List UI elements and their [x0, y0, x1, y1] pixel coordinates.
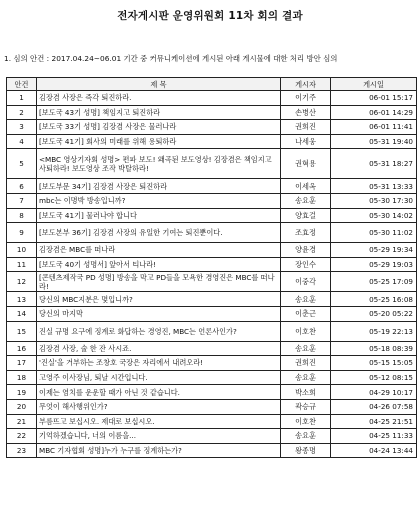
- table-row: [7, 105, 417, 120]
- agenda-number: 14: [7, 306, 37, 321]
- header-agenda: 안건: [7, 78, 37, 91]
- agenda-number: 19: [7, 385, 37, 400]
- post-author: 권혁용: [281, 149, 331, 179]
- post-title: [보도국 40기 성명서] 앞아서 티나라!: [37, 257, 281, 272]
- post-date: 06-01 14:29: [331, 105, 417, 120]
- post-title: 부름뜨고 보십시오. 제대로 보십시오.: [37, 414, 281, 429]
- table-row: [7, 179, 417, 194]
- post-title: [보도본부 36기] 김장겸 사장의 유일한 기여는 퇴진뿐이다.: [37, 223, 281, 243]
- table-row: [7, 243, 417, 258]
- post-author: 양윤경: [281, 243, 331, 258]
- table-row: [7, 208, 417, 223]
- post-date: 05-30 11:02: [331, 223, 417, 243]
- post-date: 05-15 15:05: [331, 356, 417, 371]
- post-title: [보도국 41기] 회사의 미래를 위해 용퇴하라: [37, 134, 281, 149]
- table-row: [7, 356, 417, 371]
- post-title: 고영주 이사장님, 퇴날 시간입니다.: [37, 370, 281, 385]
- agenda-number: 20: [7, 399, 37, 414]
- agenda-number: 23: [7, 443, 37, 458]
- header-title: 제 목: [37, 78, 281, 91]
- agenda-number: 7: [7, 193, 37, 208]
- table-row: [7, 223, 417, 243]
- table-row: [7, 341, 417, 356]
- post-date: 05-30 14:02: [331, 208, 417, 223]
- post-title: 무엇이 해사행위인가?: [37, 399, 281, 414]
- post-date: 05-31 19:40: [331, 134, 417, 149]
- post-author: 이세옥: [281, 179, 331, 194]
- table-row: [7, 134, 417, 149]
- post-date: 06-01 15:17: [331, 91, 417, 106]
- agenda-number: 17: [7, 356, 37, 371]
- post-title: 당신의 마지막: [37, 306, 281, 321]
- table-row: [7, 385, 417, 400]
- post-title: [콘텐츠제작국 PD 성명] 방송을 막고 PD들을 모욕한 경영진은 MBC를 떠나라!: [37, 272, 281, 292]
- agenda-number: 13: [7, 292, 37, 307]
- table-row: [7, 149, 417, 179]
- post-date: 05-31 13:33: [331, 179, 417, 194]
- agenda-number: 18: [7, 370, 37, 385]
- post-date: 05-18 08:39: [331, 341, 417, 356]
- agenda-number: 8: [7, 208, 37, 223]
- post-title: [보도국 33기 성명] 김장겸 사장은 물러나라: [37, 120, 281, 135]
- agenda-number: 6: [7, 179, 37, 194]
- post-author: 양효걸: [281, 208, 331, 223]
- post-title: [보도국 43기 성명] 책임지고 퇴진하라: [37, 105, 281, 120]
- post-date: 05-31 18:27: [331, 149, 417, 179]
- post-title: 기억하겠습니다, 너의 이름을...: [37, 429, 281, 444]
- post-title: 이제는 염치를 운운할 때가 아닌 것 같습니다.: [37, 385, 281, 400]
- post-author: 이중각: [281, 272, 331, 292]
- post-author: 권희진: [281, 120, 331, 135]
- post-date: 05-20 05:22: [331, 306, 417, 321]
- table-row: [7, 120, 417, 135]
- post-title: MBC 기자협회 성명]누가 누구를 징계하는가?: [37, 443, 281, 458]
- agenda-number: 9: [7, 223, 37, 243]
- post-title: 김장겸 사장, 술 한 잔 사시죠.: [37, 341, 281, 356]
- header-poster: 게시자: [281, 78, 331, 91]
- post-author: 손병산: [281, 105, 331, 120]
- table-row: [7, 321, 417, 341]
- post-author: 조효정: [281, 223, 331, 243]
- table-row: [7, 306, 417, 321]
- agenda-number: 11: [7, 257, 37, 272]
- post-date: 05-29 19:34: [331, 243, 417, 258]
- post-author: 곽승규: [281, 399, 331, 414]
- post-date: 04-26 07:58: [331, 399, 417, 414]
- agenda-number: 22: [7, 429, 37, 444]
- table-row: [7, 443, 417, 458]
- table-row: [7, 257, 417, 272]
- header-date: 게시일: [331, 78, 417, 91]
- post-author: 이기주: [281, 91, 331, 106]
- table-header-row: [7, 78, 417, 91]
- post-date: 06-01 11:41: [331, 120, 417, 135]
- post-date: 04-25 11:33: [331, 429, 417, 444]
- agenda-number: 2: [7, 105, 37, 120]
- post-date: 05-30 17:30: [331, 193, 417, 208]
- post-date: 05-19 22:13: [331, 321, 417, 341]
- post-title: 김장겸 사장은 즉각 퇴진하라.: [37, 91, 281, 106]
- document-title: 전자게시판 운영위원회 11차 회의 결과: [117, 10, 303, 22]
- table-row: [7, 414, 417, 429]
- post-author: 왕종명: [281, 443, 331, 458]
- agenda-number: 5: [7, 149, 37, 179]
- posts-table: [6, 77, 417, 458]
- table-row: [7, 292, 417, 307]
- post-author: 송요훈: [281, 429, 331, 444]
- post-author: 이호찬: [281, 414, 331, 429]
- post-date: 04-24 13:44: [331, 443, 417, 458]
- post-author: 이춘근: [281, 306, 331, 321]
- agenda-intro: 1. 심의 안건 : 2017.04.24~06.01 기간 중 커뮤니케이션에 게시된 아래 게시물에 대한 처리 방안 심의: [4, 54, 338, 63]
- post-author: 송요훈: [281, 370, 331, 385]
- post-title: [보도국 41기] 물러나야 합니다: [37, 208, 281, 223]
- agenda-number: 10: [7, 243, 37, 258]
- table-row: [7, 370, 417, 385]
- post-title: 당신의 MBC지분은 몇입니까?: [37, 292, 281, 307]
- post-author: 장인수: [281, 257, 331, 272]
- table-row: [7, 272, 417, 292]
- agenda-number: 3: [7, 120, 37, 135]
- agenda-number: 15: [7, 321, 37, 341]
- table-row: [7, 399, 417, 414]
- post-title: <MBC 영상기자회 성명> 편파 보도! 왜곡된 보도영상! 김장겸은 책임지고 사퇴하라! 보도영상 조작 박탈하라!: [37, 149, 281, 179]
- post-author: 이호찬: [281, 321, 331, 341]
- agenda-number: 12: [7, 272, 37, 292]
- post-date: 05-25 17:09: [331, 272, 417, 292]
- post-title: mbc는 이명박 방송입니까?: [37, 193, 281, 208]
- post-author: 나세웅: [281, 134, 331, 149]
- post-title: [보도부문 34기] 김장겸 사장은 퇴진하라: [37, 179, 281, 194]
- post-title: 김장겸은 MBC를 떠나라: [37, 243, 281, 258]
- post-title: '진실'을 거부하는 조창호 국장은 자리에서 내려오라!: [37, 356, 281, 371]
- agenda-number: 1: [7, 91, 37, 106]
- agenda-number: 16: [7, 341, 37, 356]
- post-author: 송요훈: [281, 341, 331, 356]
- agenda-number: 4: [7, 134, 37, 149]
- table-row: [7, 429, 417, 444]
- table-body: [7, 91, 417, 458]
- post-author: 권희진: [281, 356, 331, 371]
- post-author: 송요훈: [281, 292, 331, 307]
- post-date: 04-25 21:51: [331, 414, 417, 429]
- agenda-number: 21: [7, 414, 37, 429]
- post-date: 05-12 08:15: [331, 370, 417, 385]
- post-date: 05-25 16:08: [331, 292, 417, 307]
- post-date: 05-29 19:03: [331, 257, 417, 272]
- post-title: 진실 규명 요구에 징계로 화답하는 경영진, MBC는 언론사인가?: [37, 321, 281, 341]
- table-row: [7, 91, 417, 106]
- post-date: 04-29 10:17: [331, 385, 417, 400]
- post-author: 송요훈: [281, 193, 331, 208]
- post-author: 박소희: [281, 385, 331, 400]
- table-row: [7, 193, 417, 208]
